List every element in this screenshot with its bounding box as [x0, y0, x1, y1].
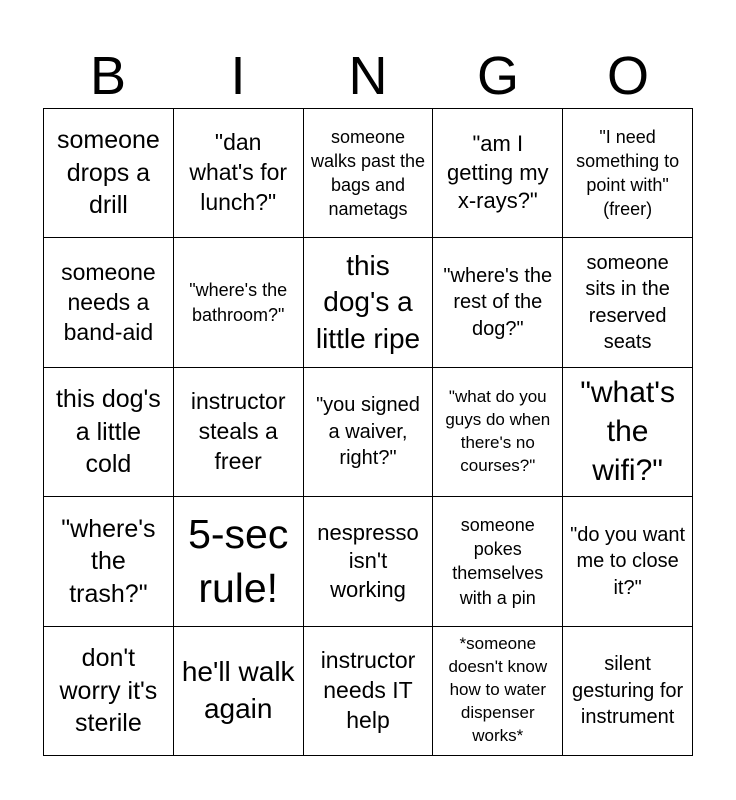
bingo-cell[interactable] [174, 109, 304, 238]
cell-text: "you signed a waiver, right?" [316, 394, 420, 470]
bingo-cell[interactable] [174, 238, 304, 367]
cell-text: "do you want me to close it?" [570, 523, 686, 599]
cell-text: "where's the bathroom?" [189, 280, 288, 325]
cell-text: nespresso isn't working [317, 519, 419, 602]
cell-text: don't worry it's sterile [59, 644, 158, 738]
header-letter-g: G [476, 46, 519, 106]
header-letter-b: B [89, 46, 127, 106]
cell-text: 5-sec rule! [188, 511, 289, 612]
header-letter-i: I [230, 46, 246, 106]
bingo-cell[interactable] [563, 238, 693, 367]
cell-text: instructor needs IT help [320, 646, 416, 733]
bingo-cell[interactable] [44, 627, 174, 756]
bingo-cell[interactable] [174, 627, 304, 756]
bingo-cell[interactable] [44, 368, 174, 497]
bingo-cell[interactable] [563, 109, 693, 238]
cell-text: someone needs a band-aid [61, 258, 156, 345]
bingo-cell[interactable] [433, 497, 563, 626]
bingo-cell[interactable] [44, 109, 174, 238]
bingo-cell[interactable] [433, 109, 563, 238]
bingo-board [43, 108, 693, 756]
cell-text: "what's the wifi?" [580, 376, 675, 488]
cell-text: instructor steals a freer [190, 388, 286, 474]
cell-text: "I need something to point with" (freer) [576, 126, 680, 220]
cell-text: someone sits in the reserved seats [585, 251, 670, 353]
cell-text: *someone doesn't know how to water dispenser works* [448, 634, 548, 746]
bingo-cell[interactable] [304, 497, 434, 626]
bingo-cell[interactable] [433, 238, 563, 367]
cell-text: "dan what's for lunch?" [189, 129, 288, 216]
cell-text: this dog's a little ripe [315, 250, 421, 354]
header-letter-n: N [348, 46, 388, 106]
cell-text: someone drops a drill [56, 126, 160, 220]
cell-text: someone walks past the bags and nametags [310, 126, 426, 220]
cell-text: silent gesturing for instrument [572, 653, 684, 728]
bingo-cell[interactable] [44, 238, 174, 367]
bingo-cell[interactable] [563, 497, 693, 626]
bingo-cell[interactable] [304, 368, 434, 497]
bingo-cell[interactable] [304, 109, 434, 238]
cell-text: this dog's a little cold [55, 385, 161, 479]
bingo-header [43, 40, 693, 108]
bingo-cell[interactable] [174, 368, 304, 497]
cell-text: "am I getting my x-rays?" [447, 131, 549, 214]
bingo-cell[interactable] [433, 368, 563, 497]
bingo-cell[interactable] [174, 497, 304, 626]
bingo-cell[interactable] [433, 627, 563, 756]
cell-text: "where's the rest of the dog?" [443, 265, 553, 340]
bingo-cell[interactable] [304, 627, 434, 756]
bingo-cell[interactable] [304, 238, 434, 367]
bingo-cell[interactable] [563, 627, 693, 756]
cell-text: he'll walk again [181, 656, 295, 724]
cell-text: someone pokes themselves with a pin [452, 514, 544, 608]
cell-text: "what do you guys do when there's no courses?" [445, 387, 551, 475]
bingo-cell[interactable] [563, 368, 693, 497]
header-letter-o: O [606, 46, 649, 106]
bingo-cell[interactable] [44, 497, 174, 626]
cell-text: "where's the trash?" [61, 514, 156, 608]
